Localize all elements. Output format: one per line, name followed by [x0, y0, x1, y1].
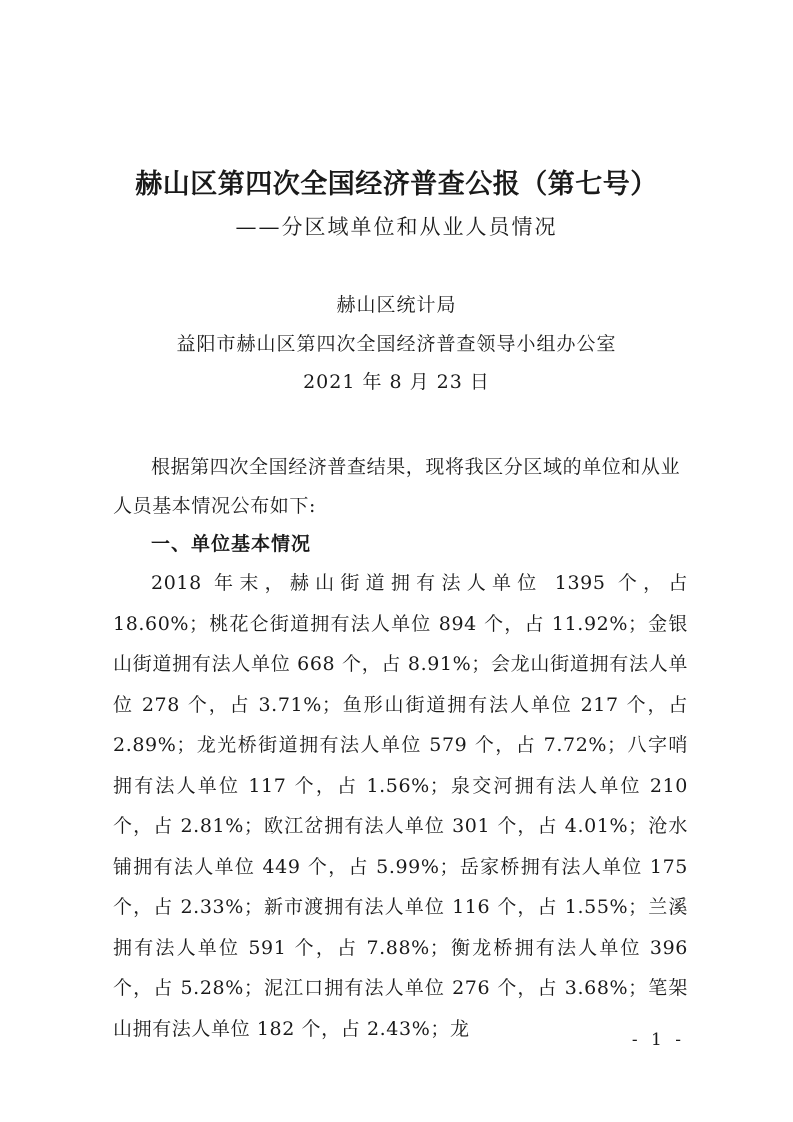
issue-date: 2021 年 8 月 23 日 [303, 371, 490, 393]
intro-paragraph: 根据第四次全国经济普查结果，现将我区分区域的单位和从业人员基本情况公布如下: [113, 456, 681, 517]
issuer-bureau: 赫山区统计局 [336, 294, 457, 316]
issuer-office: 益阳市赫山区第四次全国经济普查领导小组办公室 [176, 333, 617, 355]
section-heading: 一、单位基本情况 [151, 533, 312, 555]
document-title: 赫山区第四次全国经济普查公报（第七号） [135, 169, 658, 200]
page-number: - 1 - [631, 1030, 685, 1050]
section-paragraph: 2018 年末，赫山街道拥有法人单位 1395 个，占 18.60%；桃花仑街道拥有法人单位 894 个，占 11.92%；金银山街道拥有法人单位 668 个，占 8.91%；会龙山街道拥有法人单位 278 个，占 3.71%；鱼形山街道拥有法人单位 217 个，占 2.89%；龙光桥街道拥有法人单位 579 个，占 7.72%；八字哨拥有法人单位 117 个，占 1.56%；泉交河拥有法人单位 210 个，占 2.81%；欧江岔拥有法人单位 301 个，占 4.01%；沧水铺拥有法人单位 449 个，占 5.99%；岳家桥拥有法人单位 175 个，占 2.33%；新市渡拥有法人单位 116 个，占 1.55%；兰溪拥有法人单位 591 个，占 7.88%；衡龙桥拥有法人单位 396 个，占 5.28%；泥江口拥有法人单位 276 个，占 3.68%；笔架山拥有法人单位 182 个，占 2.43%；龙 [113, 572, 688, 1040]
document-subtitle: ——分区域单位和从业人员情况 [235, 215, 558, 239]
